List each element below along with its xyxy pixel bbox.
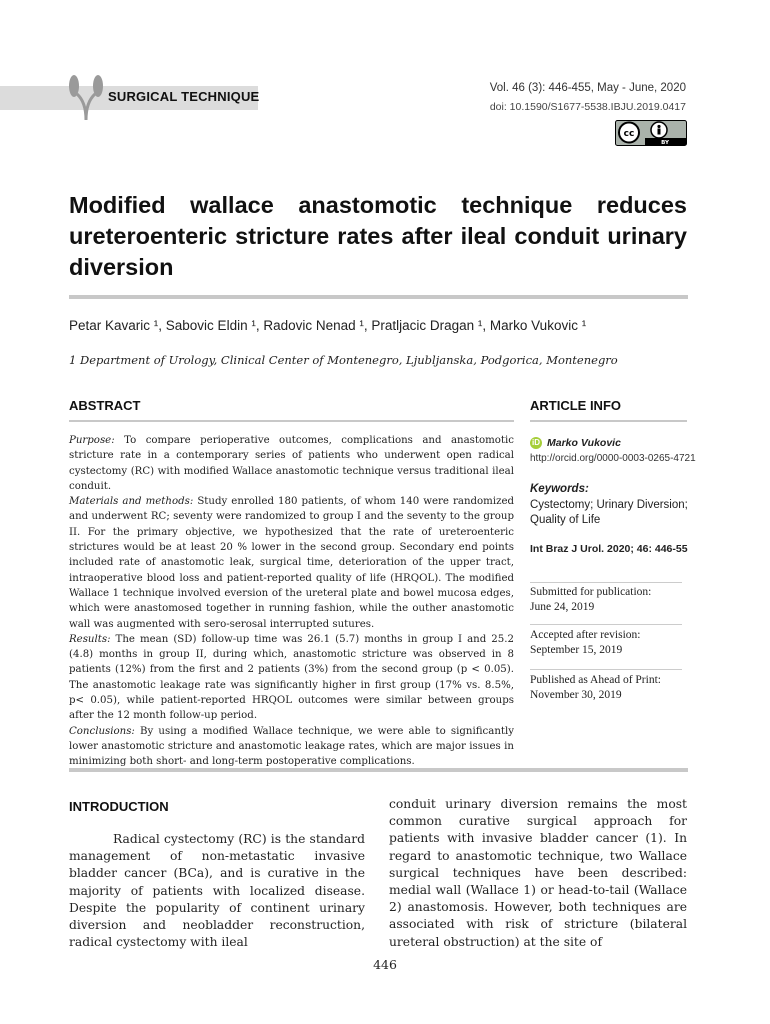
info-separator [530, 669, 682, 670]
conclusions-text: By using a modified Wallace technique, we were able to significantly lower anastomotic stricture and anastomotic leakage rates, which are major issues in minimizing both short- and long-term postoperative complications. [69, 725, 514, 768]
abstract-body [69, 433, 514, 770]
info-separator [530, 582, 682, 583]
published-label: Published as Ahead of Print: [530, 674, 661, 686]
svg-text:cc: cc [623, 129, 635, 139]
cc-by-text: BY [661, 140, 669, 146]
affiliation: 1 Department of Urology, Clinical Center of Montenegro, Ljubljanska, Podgorica, Montenegro [69, 353, 618, 367]
corresponding-author: Marko Vukovic [547, 437, 621, 449]
section-label: SURGICAL TECHNIQUE [108, 89, 260, 104]
abstract-conclusions [69, 724, 514, 770]
purpose-label: Purpose: [69, 435, 115, 446]
abstract-results [69, 632, 514, 724]
introduction-heading: INTRODUCTION [69, 799, 169, 814]
abstract-end-divider [69, 768, 688, 772]
keywords: Cystectomy; Urinary Diversion; Quality of Life [530, 499, 688, 526]
abstract-purpose [69, 433, 514, 494]
abstract-divider [69, 420, 514, 422]
doi[interactable]: doi: 10.1590/S1677-5538.IBJU.2019.0417 [489, 101, 686, 113]
volume-info: Vol. 46 (3): 446-455, May - June, 2020 [489, 82, 686, 94]
abstract-methods [69, 494, 514, 632]
citation: Int Braz J Urol. 2020; 46: 446-55 [530, 543, 688, 555]
introduction-left-text: Radical cystectomy (RC) is the standard management of non-metastatic invasive bladder cancer (BCa), and is curative in the majority of patients with localized disease. Despite the popularity of continent urinary diversion and neobladder reconstruction, radical cystectomy with ileal [69, 832, 365, 950]
abstract-heading: ABSTRACT [69, 398, 141, 413]
purpose-text: To compare perioperative outcomes, complications and anastomotic stricture rate in a contemporary series of patients who underwent open radical cystectomy (RC) with modified Wallace anastomotic technique versus traditional ileal conduit. [69, 435, 514, 492]
cc-by-license-icon[interactable] [615, 120, 687, 146]
journal-logo-icon [68, 72, 104, 122]
methods-text: Study enrolled 180 patients, of whom 140 were randomized and underwent RC; seventy were randomized to group I and the seventy to the group II. For the primary objective, we hypothesized that the rate of ureteroenteric strictures would be at least 20 % lower in the second group. Secondary end points included rate of anastomotic leak, surgical time, deterioration of the upper tract, intraoperative blood loss and patient-reported quality of life (HRQOL). The modified Wallace 1 technique involved eversion of the ureteral plate and bowel mucosa edges, which were anastomosed together in running fashion, while the outher anastomotic wall was augmented with sero-serosal interrupted sutures. [69, 496, 514, 630]
introduction-left-column [69, 831, 365, 951]
keywords-label: Keywords: [530, 483, 589, 495]
results-label: Results: [69, 633, 111, 645]
orcid-link[interactable]: http://orcid.org/0000-0003-0265-4721 [530, 453, 696, 464]
info-separator [530, 624, 682, 625]
article-title: Modified wallace anastomotic technique reduces ureteroenteric stricture rates after ileal conduit urinary diversion [69, 192, 687, 280]
author-list: Petar Kavaric ¹, Sabovic Eldin ¹, Radovic Nenad ¹, Pratljacic Dragan ¹, Marko Vukovic ¹ [69, 318, 587, 333]
orcid-icon[interactable]: iD [532, 438, 540, 447]
published-block [530, 673, 690, 703]
article-info-divider [530, 420, 687, 422]
accepted-date: September 15, 2019 [530, 644, 623, 656]
introduction-right-column: conduit urinary diversion remains the most common curative surgical approach for patients with invasive bladder cancer (1). In regard to anastomotic technique, two Wallace surgical techniques have been described: medial wall (Wallace 1) or head-to-tail (Wallace 2) anastomosis. However, both techniques are associated with risk of stricture (bilateral ureteral obstruction) at the site of [389, 797, 687, 949]
published-date: November 30, 2019 [530, 689, 622, 701]
submitted-date: June 24, 2019 [530, 601, 595, 613]
methods-label: Materials and methods: [69, 496, 194, 508]
accepted-label: Accepted after revision: [530, 629, 641, 641]
submitted-label: Submitted for publication: [530, 586, 652, 598]
submitted-block [530, 585, 690, 615]
results-text: The mean (SD) follow-up time was 26.1 (5.7) months in group I and 25.2 (4.8) months in group II, during which, anastomotic stricture was observed in 8 patients (12%) from the first and 2 patients (3%) from the second group (p < 0.05). The anastomotic leakage rate was significantly higher in first group (17% vs. 8.5%, p< 0.05), while patient-reported HRQOL outcomes were similar between groups after the 12 month follow-up period. [69, 633, 514, 722]
title-divider [69, 295, 688, 299]
page-number: 446 [373, 957, 397, 972]
article-info-heading: ARTICLE INFO [530, 398, 621, 413]
accepted-block [530, 628, 690, 658]
conclusions-label: Conclusions: [69, 725, 135, 737]
